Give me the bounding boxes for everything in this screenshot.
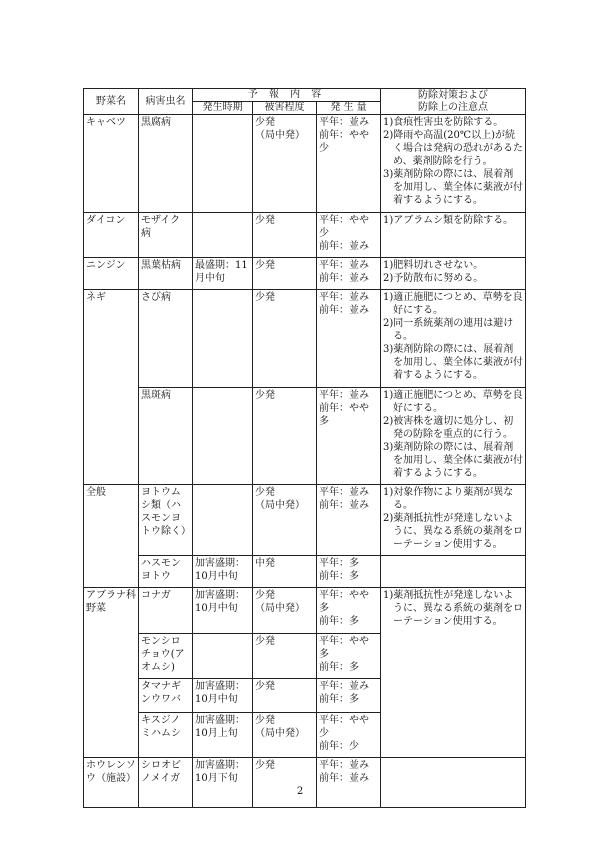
cell-crop: キャベツ [84, 115, 139, 213]
amount-line: 前年：並み [319, 500, 369, 511]
cell-amount [317, 556, 381, 588]
cell-period: 最盛期：11月中旬 [193, 258, 253, 290]
page-number: 2 [296, 786, 304, 797]
amount-line: 平年：並み [319, 760, 369, 771]
measure-item: 1)適正施肥につとめ、草勢を良好にする。 [383, 292, 523, 316]
table-row [84, 258, 526, 290]
cell-amount [317, 115, 381, 213]
cell-crop: ホウレンソウ（施設） [84, 758, 139, 808]
measure-item: 1)対象作物により薬剤が異なる。 [383, 487, 514, 511]
table-row [84, 213, 526, 258]
table-row [84, 556, 526, 588]
cell-pest: モンシロチョウ(アオムシ) [139, 634, 193, 679]
measure-item: 1)アブラムシ類を防除する。 [383, 215, 514, 226]
cell-period [193, 485, 253, 556]
damage-line: （局中発） [255, 603, 305, 614]
header-damage: 被害程度 [253, 102, 317, 115]
amount-line: 前年：多 [319, 694, 359, 705]
amount-line: 前年：並み [319, 241, 369, 252]
table-row [84, 388, 526, 485]
amount-line: 平年：やや多 [319, 636, 369, 660]
header-measures [381, 89, 526, 115]
cell-amount [317, 713, 381, 758]
cell-damage [253, 213, 317, 258]
cell-amount [317, 485, 381, 556]
amount-line: 平年：やや少 [319, 715, 369, 739]
amount-line: 前年：やや多 [319, 403, 369, 427]
amount-line: 平年：並み [319, 390, 369, 401]
cell-period: 加害盛期：10月中旬 [193, 679, 253, 713]
measure-item: 3)薬剤防除の際には、展着剤を加用し、葉全体に薬液が付着するようにする。 [383, 344, 523, 381]
measure-item: 1)食痕性害虫を防除する。 [383, 117, 504, 128]
cell-measures [381, 290, 526, 388]
amount-line: 前年：並み [319, 273, 369, 284]
damage-line: 少発 [255, 760, 275, 771]
cell-period: 加害盛期：10月中旬 [193, 556, 253, 588]
header-crop: 野菜名 [84, 89, 139, 115]
measure-item: 1)適正施肥につとめ、草勢を良好にする。 [383, 390, 523, 414]
measure-item: 2)予防散布に努める。 [383, 273, 484, 284]
amount-line: 前年：並み [319, 305, 369, 316]
measure-item: 2)薬剤抵抗性が発達しないように、異なる系統の薬剤をローテーション使用する。 [383, 513, 523, 550]
header-pest: 病害虫名 [139, 89, 193, 115]
cell-period: 加害盛期：10月下旬 [193, 758, 253, 808]
cell-period [193, 115, 253, 213]
cell-period: 加害盛期：10月上旬 [193, 713, 253, 758]
cell-amount [317, 758, 381, 808]
cell-damage [253, 634, 317, 679]
damage-line: 少発 [255, 390, 275, 401]
amount-line: 平年：並み [319, 292, 369, 303]
cell-measures [381, 485, 526, 556]
damage-line: 少発 [255, 117, 275, 128]
header-measures-line1: 防除対策および [418, 89, 488, 101]
cell-amount [317, 290, 381, 388]
cell-pest: 黒腐病 [139, 115, 193, 213]
cell-amount [317, 388, 381, 485]
header-measures-line2: 防除上の注意点 [418, 101, 488, 113]
pest-forecast-table [83, 88, 526, 808]
cell-period: 加害盛期：10月中旬 [193, 588, 253, 634]
damage-line: 少発 [255, 260, 275, 271]
damage-line: 少発 [255, 590, 275, 601]
cell-damage [253, 290, 317, 388]
cell-measures [381, 213, 526, 258]
header-amount: 発 生 量 [317, 102, 381, 115]
amount-line: 前年：並み [319, 773, 369, 784]
amount-line: 平年：並み [319, 117, 369, 128]
cell-pest: さび病 [139, 290, 193, 388]
cell-measures [381, 556, 526, 588]
cell-damage [253, 115, 317, 213]
cell-pest: ヨトウムシ類（ハスモンヨトウ除く） [139, 485, 193, 556]
cell-crop: アブラナ科野菜 [84, 588, 139, 758]
cell-crop: 全般 [84, 485, 139, 588]
cell-amount [317, 588, 381, 634]
table-header [84, 89, 526, 115]
amount-line: 前年：やや少 [319, 130, 369, 154]
cell-amount [317, 634, 381, 679]
damage-line: 少発 [255, 681, 275, 692]
cell-damage [253, 556, 317, 588]
cell-pest: 黒葉枯病 [139, 258, 193, 290]
measure-item: 2)同一系統薬剤の連用は避ける。 [383, 318, 514, 342]
cell-damage [253, 485, 317, 556]
cell-amount [317, 258, 381, 290]
damage-line: （局中発） [255, 728, 305, 739]
measure-item: 2)降雨や高温(20℃以上)が続く場合は発病の恐れがあるため、薬剤防除を行う。 [383, 130, 523, 167]
cell-damage [253, 679, 317, 713]
measure-item: 1)薬剤抵抗性が発達しないように、異なる系統の薬剤をローテーション使用する。 [383, 590, 523, 627]
cell-damage [253, 588, 317, 634]
damage-line: 少発 [255, 292, 275, 303]
cell-period [193, 634, 253, 679]
cell-amount [317, 213, 381, 258]
table-row [84, 485, 526, 556]
amount-line: 平年：やや少 [319, 215, 369, 239]
damage-line: （局中発） [255, 500, 305, 511]
measure-item: 1)肥料切れさせない。 [383, 260, 484, 271]
cell-crop: ダイコン [84, 213, 139, 258]
table-row [84, 290, 526, 388]
cell-amount [317, 679, 381, 713]
measure-item: 3)薬剤防除の際には、展着剤を加用し、葉全体に薬液が付着するようにする。 [383, 169, 523, 206]
damage-line: 中発 [255, 558, 275, 569]
cell-measures [381, 258, 526, 290]
header-period: 発生時期 [193, 102, 253, 115]
cell-damage [253, 388, 317, 485]
cell-pest: モザイク病 [139, 213, 193, 258]
cell-pest: コナガ [139, 588, 193, 634]
cell-period [193, 213, 253, 258]
damage-line: （局中発） [255, 130, 305, 141]
amount-line: 前年：多 [319, 616, 359, 627]
amount-line: 平年：並み [319, 681, 369, 692]
cell-pest: キスジノミハムシ [139, 713, 193, 758]
cell-pest: タマナギンウワバ [139, 679, 193, 713]
cell-damage [253, 758, 317, 808]
cell-period [193, 388, 253, 485]
damage-line: 少発 [255, 487, 275, 498]
damage-line: 少発 [255, 715, 275, 726]
measure-item: 2)被害株を適切に処分し、初発の防除を重点的に行う。 [383, 416, 514, 440]
amount-line: 前年：少 [319, 741, 359, 752]
cell-crop: ニンジン [84, 258, 139, 290]
amount-line: 平年：多 [319, 558, 359, 569]
cell-damage [253, 258, 317, 290]
cell-damage [253, 713, 317, 758]
damage-line: 少発 [255, 215, 275, 226]
header-forecast: 予 報 内 容 [193, 89, 381, 102]
amount-line: 平年：並み [319, 260, 369, 271]
amount-line: 平年：やや多 [319, 590, 369, 614]
cell-pest: ハスモンヨトウ [139, 556, 193, 588]
cell-measures [381, 115, 526, 213]
table-row [84, 758, 526, 808]
cell-pest: シロオビノメイガ [139, 758, 193, 808]
table-body [84, 115, 526, 808]
amount-line: 平年：並み [319, 487, 369, 498]
cell-pest: 黒斑病 [139, 388, 193, 485]
amount-line: 前年：多 [319, 662, 359, 673]
measure-item: 3)薬剤防除の際には、展着剤を加用し、葉全体に薬液が付着するようにする。 [383, 442, 523, 479]
table-row [84, 115, 526, 213]
cell-measures [381, 758, 526, 808]
cell-crop: ネギ [84, 290, 139, 485]
cell-measures [381, 588, 526, 758]
amount-line: 前年：多 [319, 571, 359, 582]
table-row [84, 588, 526, 634]
cell-measures [381, 388, 526, 485]
cell-period [193, 290, 253, 388]
damage-line: 少発 [255, 636, 275, 647]
